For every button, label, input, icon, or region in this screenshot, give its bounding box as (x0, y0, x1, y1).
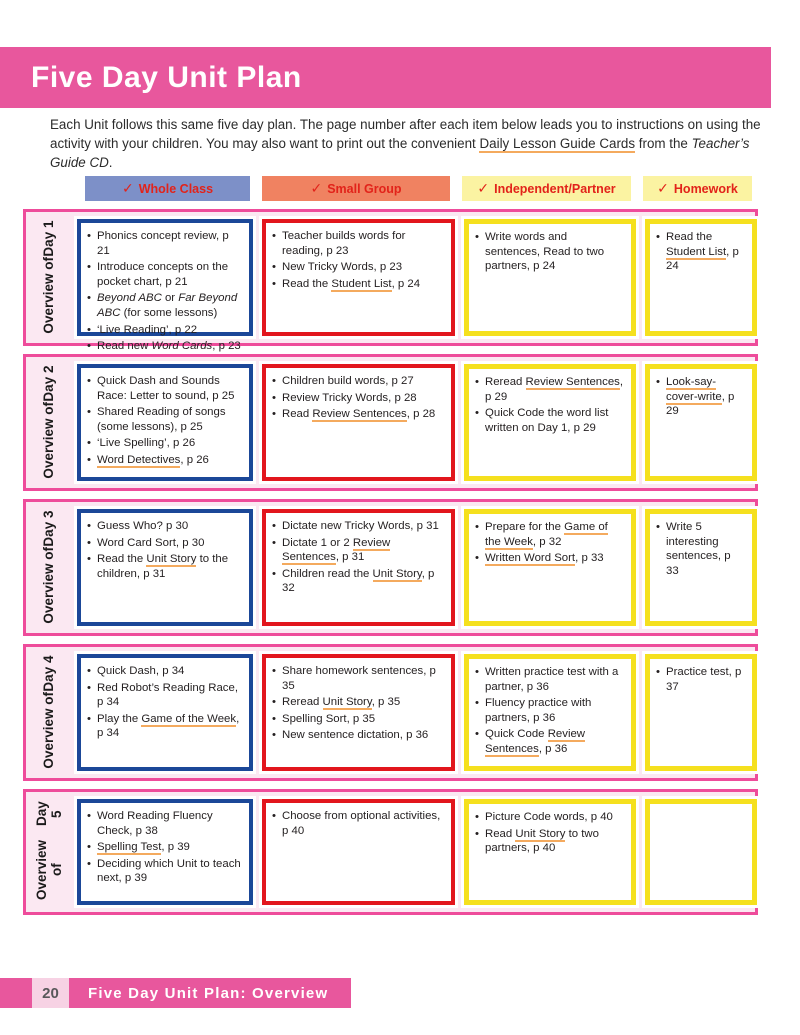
activity-text (97, 453, 242, 468)
bullet-icon: • (272, 261, 276, 274)
activity-box-whole-class (77, 654, 253, 771)
footer-edge-bar (0, 978, 32, 1008)
text-segment: to two partners, p 40 (485, 827, 599, 855)
activity-box-whole-class (77, 509, 253, 626)
day-label (30, 506, 68, 629)
text-segment: to the children, p 31 (97, 553, 229, 580)
bullet-icon: • (87, 857, 91, 870)
text-segment: Play the (97, 712, 142, 725)
day-label-text (41, 656, 56, 769)
bullet-icon: • (272, 567, 276, 580)
activity-box-small-group (262, 654, 455, 771)
activity-item (87, 840, 242, 855)
activity-text (97, 260, 242, 289)
linked-term: Review Sentences (282, 536, 391, 564)
text-segment: Phonics concept review, p 21 (97, 230, 229, 257)
activity-box-homework (645, 654, 757, 771)
bullet-icon: • (272, 696, 276, 709)
day-label-text (34, 796, 64, 908)
activity-item (475, 406, 624, 435)
text-segment: Practice test, p 37 (666, 666, 742, 693)
bullet-icon: • (475, 521, 479, 533)
bullet-icon: • (272, 408, 276, 421)
activity-text (485, 727, 624, 756)
bullet-icon: • (87, 292, 91, 305)
linked-term: Written Word Sort (485, 552, 576, 565)
activity-box-small-group (262, 799, 455, 905)
text-segment: Read (282, 408, 313, 421)
activity-item (272, 277, 444, 292)
text-segment: , p 24 (666, 245, 739, 273)
text-segment: Quick Dash and Sounds Race: Letter to sound, p 25 (97, 375, 235, 402)
text-segment: Written practice test with a partner, p 36 (485, 666, 619, 693)
day-label-line: Day 5 (33, 801, 64, 827)
day-row-1 (23, 209, 758, 353)
text-segment: , p 23 (212, 340, 241, 353)
text-segment: Shared Reading of songs (some lessons), p 25 (97, 406, 226, 433)
activity-text (485, 520, 624, 549)
linked-term: Unit Story (372, 567, 422, 580)
bullet-icon: • (272, 230, 276, 242)
bullet-icon: • (475, 376, 479, 388)
activity-item (272, 519, 444, 534)
bullet-icon: • (87, 437, 91, 450)
checkmark-icon: ✓ (310, 180, 323, 196)
bullet-icon: • (475, 811, 479, 823)
activity-text (282, 809, 444, 838)
activity-item (87, 519, 242, 534)
activity-text (97, 809, 242, 838)
intro-paragraph (50, 116, 764, 172)
legend-label: Small Group (327, 181, 402, 196)
text-segment: from the (635, 135, 692, 151)
checkmark-icon: ✓ (121, 180, 134, 196)
activity-text (485, 810, 624, 825)
linked-term: Unit Story (322, 696, 372, 709)
linked-term: Unit Story (146, 553, 197, 566)
text-segment: or (161, 292, 179, 305)
activity-text (97, 840, 242, 855)
activity-box-independent (464, 364, 636, 481)
text-segment: . (108, 154, 113, 170)
bullet-icon: • (272, 375, 276, 387)
activity-item (87, 229, 242, 258)
legend-chip-small-group (262, 176, 450, 201)
activity-item (656, 665, 745, 694)
activity-item (656, 230, 745, 274)
activity-item (272, 664, 444, 693)
linked-term: Word Detectives (97, 453, 181, 466)
legend-chip-homework (643, 176, 752, 201)
text-segment: Read the (97, 553, 147, 566)
bullet-icon: • (87, 681, 91, 694)
activity-text (485, 406, 624, 435)
activity-text (485, 696, 624, 725)
legend-label: Independent/Partner (494, 181, 616, 196)
text-segment: Teacher builds words for reading, p 23 (282, 230, 406, 257)
text-segment: Write 5 interesting sentences, p 33 (666, 521, 731, 577)
activity-box-independent (464, 219, 636, 336)
activity-item (87, 857, 242, 886)
italic-text: Word Cards (151, 340, 213, 353)
activity-text (97, 291, 242, 320)
bullet-icon: • (87, 261, 91, 274)
activity-text (485, 551, 624, 566)
activity-text (97, 552, 242, 581)
text-segment: Children read the (282, 567, 373, 580)
day-row-2 (23, 354, 758, 491)
linked-term: Review Sentences (525, 376, 620, 388)
linked-term: Student List (331, 277, 392, 290)
activity-item (475, 230, 624, 274)
day-label-text (41, 366, 56, 479)
activity-text (282, 407, 444, 422)
activity-text (282, 664, 444, 693)
activity-box-whole-class (77, 799, 253, 905)
activity-item (87, 339, 242, 354)
bullet-icon: • (87, 340, 91, 353)
legend-chip-independent-partner (462, 176, 631, 201)
activity-item (272, 567, 444, 596)
activity-item (272, 407, 444, 422)
linked-term: Spelling Test (97, 841, 162, 854)
activity-box-whole-class (77, 364, 253, 481)
bullet-icon: • (475, 697, 479, 710)
text-segment: Prepare for the (485, 521, 565, 533)
activity-item (475, 551, 624, 566)
page-footer (0, 978, 351, 1008)
activity-text (282, 260, 444, 275)
activity-box-whole-class (77, 219, 253, 353)
activity-text (282, 728, 444, 743)
bullet-icon: • (656, 666, 660, 678)
day-label-line: Day 4 (41, 656, 57, 693)
activity-item (272, 712, 444, 727)
text-segment: (for some lessons) (120, 306, 218, 319)
activity-text (97, 519, 242, 534)
text-segment: , p 35 (371, 696, 401, 709)
activity-item (475, 810, 624, 825)
bullet-icon: • (87, 520, 91, 532)
footer-page-number: 20 (32, 978, 69, 1008)
italic-text: Far Beyond ABC (97, 292, 238, 319)
text-segment: Reread (485, 376, 526, 388)
activity-item (87, 536, 242, 551)
activity-text (282, 229, 444, 258)
text-segment: , p 26 (180, 453, 209, 466)
day-label (30, 361, 68, 484)
bullet-icon: • (272, 665, 276, 677)
activity-text (97, 374, 242, 403)
activity-box-independent (464, 799, 636, 905)
text-segment: Red Robot’s Reading Race, p 34 (97, 681, 238, 709)
text-segment: New sentence dictation, p 36 (282, 729, 429, 742)
text-segment: Deciding which Unit to teach next, p 39 (97, 857, 241, 885)
bullet-icon: • (87, 406, 91, 419)
activity-item (272, 728, 444, 743)
bullet-icon: • (656, 376, 660, 388)
text-segment: Each Unit follows this same five day plan. The page number after each item below leads you to instructions on using the activity with your children. You may also want to print out the convenient (50, 117, 761, 151)
day-label-line: Overview of (41, 402, 57, 479)
activity-item (272, 695, 444, 710)
text-segment: Quick Dash, p 34 (97, 665, 185, 677)
day-label (30, 796, 68, 908)
activity-text (282, 712, 444, 727)
activity-item (475, 375, 624, 404)
activity-box-homework (645, 219, 757, 336)
activity-item (656, 520, 745, 578)
legend-chip-whole-class (85, 176, 250, 201)
text-segment: Spelling Sort, p 35 (282, 712, 376, 725)
activity-item (272, 374, 444, 389)
text-segment: , p 29 (485, 376, 624, 403)
text-segment: Dictate new Tricky Words, p 31 (282, 520, 439, 532)
bullet-icon: • (272, 277, 276, 290)
activity-item (656, 375, 745, 419)
legend-label: Whole Class (138, 181, 214, 196)
activity-item (87, 374, 242, 403)
activity-text (282, 277, 444, 292)
italic-text: Beyond ABC (97, 292, 162, 305)
activity-text (485, 375, 624, 404)
text-segment: Quick Code (485, 728, 548, 741)
italic-text: Teacher’s Guide CD (50, 135, 750, 170)
day-label-line: Day 3 (41, 511, 57, 548)
linked-term: Game of the Week (485, 521, 608, 548)
linked-term: Look-say-cover-write (666, 376, 722, 403)
activity-text (485, 665, 624, 694)
text-segment: , p 39 (161, 841, 190, 854)
activity-item (87, 552, 242, 581)
activity-text (97, 681, 242, 710)
bullet-icon: • (87, 665, 91, 677)
bullet-icon: • (87, 712, 91, 725)
activity-text (666, 520, 745, 578)
bullet-icon: • (87, 841, 91, 854)
activity-text (666, 665, 745, 694)
activity-text (97, 323, 242, 338)
day-label-line: Overview of (41, 547, 57, 624)
activity-box-independent (464, 654, 636, 771)
activity-text (97, 339, 242, 354)
page-title-banner (0, 47, 771, 108)
activity-text (97, 536, 242, 551)
linked-term: Unit Story (515, 827, 566, 840)
unit-plan-grid (23, 209, 758, 923)
activity-text (282, 374, 444, 389)
text-segment: Picture Code words, p 40 (485, 811, 613, 823)
activity-text (485, 230, 624, 274)
activity-text (97, 712, 242, 741)
activity-item (272, 809, 444, 838)
activity-text (282, 519, 444, 534)
activity-item (475, 696, 624, 725)
activity-box-homework (645, 509, 757, 626)
activity-box-homework (645, 364, 757, 481)
day-label (30, 216, 68, 339)
bullet-icon: • (87, 536, 91, 549)
activity-box-homework (645, 799, 757, 905)
text-segment: New Tricky Words, p 23 (282, 261, 403, 274)
linked-term: Review Sentences (312, 408, 407, 421)
activity-box-independent (464, 509, 636, 626)
bullet-icon: • (272, 810, 276, 822)
text-segment: Dictate 1 or 2 (282, 536, 353, 549)
day-label-line: Overview of (41, 692, 57, 769)
activity-text (97, 436, 242, 451)
bullet-icon: • (87, 375, 91, 387)
text-segment: Read the (666, 231, 713, 243)
bullet-icon: • (272, 729, 276, 742)
day-row-5 (23, 789, 758, 915)
activity-text (282, 391, 444, 406)
activity-item (475, 520, 624, 549)
activity-item (87, 405, 242, 434)
bullet-icon: • (87, 553, 91, 566)
text-segment: Reread (282, 696, 323, 709)
activity-item (272, 536, 444, 565)
day-label-line: Day 1 (41, 221, 57, 258)
activity-item (87, 712, 242, 741)
text-segment: Quick Code the word list written on Day 1, p 29 (485, 407, 609, 434)
activity-item (272, 260, 444, 275)
text-segment: Review Tricky Words, p 28 (282, 391, 417, 404)
linked-term: Game of the Week (141, 712, 237, 725)
text-segment: , p 31 (335, 551, 365, 564)
activity-box-small-group (262, 509, 455, 626)
text-segment: , p 33 (575, 552, 604, 565)
text-segment: , p 32 (532, 535, 562, 548)
day-row-4 (23, 644, 758, 781)
text-segment: , p 28 (406, 408, 436, 421)
bullet-icon: • (87, 323, 91, 336)
activity-text (666, 230, 745, 274)
activity-item (87, 436, 242, 451)
text-segment: Introduce concepts on the pocket chart, p 21 (97, 261, 229, 288)
text-segment: Write words and sentences, Read to two partners, p 24 (485, 231, 605, 273)
bullet-icon: • (87, 230, 91, 242)
activity-item (475, 665, 624, 694)
bullet-icon: • (87, 810, 91, 822)
bullet-icon: • (272, 520, 276, 532)
text-segment: Word Reading Fluency Check, p 38 (97, 810, 213, 837)
text-segment: ‘Live Spelling’, p 26 (97, 437, 196, 450)
activity-text (97, 229, 242, 258)
legend-label: Homework (673, 181, 738, 196)
linked-term: Daily Lesson Guide Cards (479, 135, 636, 151)
day-label-text (41, 511, 56, 624)
activity-item (87, 681, 242, 710)
activity-item (87, 809, 242, 838)
text-segment: Guess Who? p 30 (97, 520, 189, 532)
checkmark-icon: ✓ (657, 180, 669, 196)
bullet-icon: • (656, 231, 660, 243)
activity-text (282, 567, 444, 596)
activity-item (87, 260, 242, 289)
text-segment: Children build words, p 27 (282, 375, 414, 387)
bullet-icon: • (475, 827, 479, 840)
activity-text (97, 857, 242, 886)
day-label-line: Overview of (41, 257, 57, 334)
page-title: Five Day Unit Plan (31, 60, 302, 94)
text-segment: ‘Live Reading’, p 22 (97, 323, 198, 336)
legend-row (85, 176, 752, 201)
bullet-icon: • (475, 728, 479, 741)
activity-text (97, 405, 242, 434)
activity-text (97, 664, 242, 679)
bullet-icon: • (475, 666, 479, 678)
day-label-text (41, 221, 56, 334)
day-label (30, 651, 68, 774)
bullet-icon: • (272, 391, 276, 404)
activity-text (282, 536, 444, 565)
activity-item (87, 291, 242, 320)
text-segment: Read the (282, 277, 332, 290)
bullet-icon: • (272, 712, 276, 725)
bullet-icon: • (475, 231, 479, 243)
text-segment: , p 36 (538, 742, 568, 755)
text-segment: , p 34 (97, 712, 240, 740)
activity-item (272, 391, 444, 406)
activity-item (272, 229, 444, 258)
day-label-line: Overview of (33, 839, 64, 900)
text-segment: Word Card Sort, p 30 (97, 536, 205, 549)
text-segment: Read (485, 827, 516, 840)
footer-title: Five Day Unit Plan: Overview (69, 978, 351, 1008)
text-segment: , p 32 (282, 567, 435, 595)
day-row-3 (23, 499, 758, 636)
text-segment: , p 24 (391, 277, 421, 290)
activity-text (666, 375, 745, 419)
activity-box-small-group (262, 364, 455, 481)
text-segment: Read new (97, 340, 152, 353)
text-segment: , p 29 (666, 390, 735, 418)
activity-text (282, 695, 444, 710)
activity-item (475, 827, 624, 856)
bullet-icon: • (475, 552, 479, 565)
bullet-icon: • (656, 521, 660, 533)
linked-term: Review Sentences (485, 728, 586, 755)
bullet-icon: • (87, 453, 91, 466)
text-segment: Share homework sentences, p 35 (282, 665, 436, 692)
linked-term: Student List (666, 245, 727, 258)
bullet-icon: • (272, 536, 276, 549)
activity-item (475, 727, 624, 756)
text-segment: Fluency practice with partners, p 36 (485, 697, 592, 724)
activity-box-small-group (262, 219, 455, 336)
text-segment: Choose from optional activities, p 40 (282, 810, 441, 837)
checkmark-icon: ✓ (477, 180, 490, 196)
day-label-line: Day 2 (41, 366, 57, 403)
activity-item (87, 664, 242, 679)
activity-item (87, 323, 242, 338)
activity-text (485, 827, 624, 856)
bullet-icon: • (475, 407, 479, 420)
activity-item (87, 453, 242, 468)
